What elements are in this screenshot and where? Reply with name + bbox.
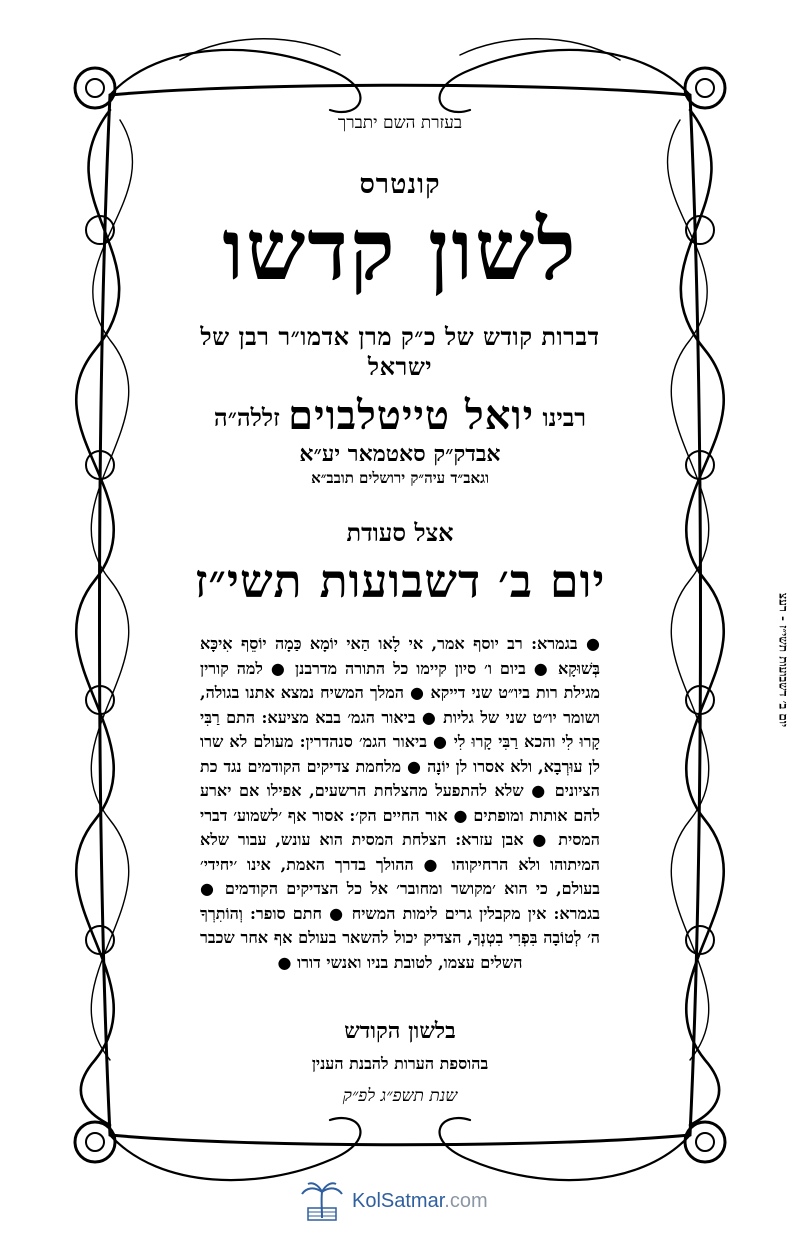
palm-tree-logo-icon xyxy=(300,1180,344,1222)
subtitle-line-3: אבדק״ק סאטמאר יע״א xyxy=(299,441,501,467)
language-note: בלשון הקודש xyxy=(344,1018,456,1044)
subtitle-line-1: דברות קודש של כ״ק מרן אדמו״ר רבן של ישראל xyxy=(200,322,600,381)
kuntres-label: קונטרס xyxy=(359,169,441,200)
logo-name: KolSatmar xyxy=(352,1189,445,1212)
rabbeinu-label: רבינו xyxy=(542,403,587,432)
contents-summary: ● בגמרא: רב יוסף אמר, אי לָאו הַאי יוֹמָא כַּמָה יוֹסֵף אִיכָּא בְּשׁוּקָא ● ביום ו׳ סיון קיימו כל התורה מדרבנן ● למה קורין מגילת רות ביו״ט שני דייקא ● המלך המשיח נמצא אתנו בגולה, ושומר יו״ט שני של גליות ● ביאור הגמ׳ בבא מציעא: התם רַבִּי קָרוּ לִי והכא רַבִּי קָרוּ לִי ● ביאור הגמ׳ סנהדרין: מעולם לא שרו לן עוּרְבָא, ולא אסרו לן יוֹנָה ● מלחמת צדיקים הקודמים נגד כת הציונים ● שלא להתפעל מהצלחת הרשעים, אפילו אם יארע להם אותות ומופתים ● אור החיים הק׳: אסור אף ׳לשמוע׳ דברי המסית ● אבן עזרא: הצלחת המסית הוא עונש, עבור שלא המיתוהו ולא הרחיקוהו ● ההולך בדרך האמת, אינו ׳יחידי׳ בעולם, כי הוא ׳מקושר ומחובר׳ אל כל הצדיקים הקודמים ● בגמרא: אין מקבלין גרים לימות המשיח ● חתם סופר: וְהוֹתִרְךָ ה׳ לְטוֹבָה בִּפְרִי בִטְנְךָ, הצדיק יכול להשאר בעולם אף אחר שכבר השלים עצמו, לטובת בניו ואנשי דורו ● xyxy=(200,634,601,972)
kolsatmar-logo[interactable] xyxy=(300,1180,488,1222)
title-block xyxy=(170,95,630,608)
subtitle-line-2 xyxy=(170,392,630,439)
rebbe-name: יואל טייטלבוים xyxy=(288,392,535,439)
zllh-label: זללה״ה xyxy=(213,403,280,432)
blessing-header: בעזרת השם יתברך xyxy=(337,113,463,133)
logo-wordmark xyxy=(352,1190,488,1213)
year-line: שנת תשפ״ג לפ״ק xyxy=(342,1086,458,1106)
subtitle-line-4: וגאב״ד עיה״ק ירושלים תובב״א xyxy=(311,469,489,487)
page-title: לשון קדשו xyxy=(222,200,578,299)
occasion-day: יום ב׳ דשבועות תשי״ז xyxy=(194,554,606,608)
side-caption: יום ב׳ דשבועות תשי״ז - רעצ xyxy=(776,592,791,728)
notes-line: בהוספת הערות להבנת הענין xyxy=(311,1054,489,1073)
logo-domain: .com xyxy=(444,1189,488,1212)
bottom-block xyxy=(200,1018,600,1106)
occasion-label: אצל סעודת xyxy=(346,518,454,547)
